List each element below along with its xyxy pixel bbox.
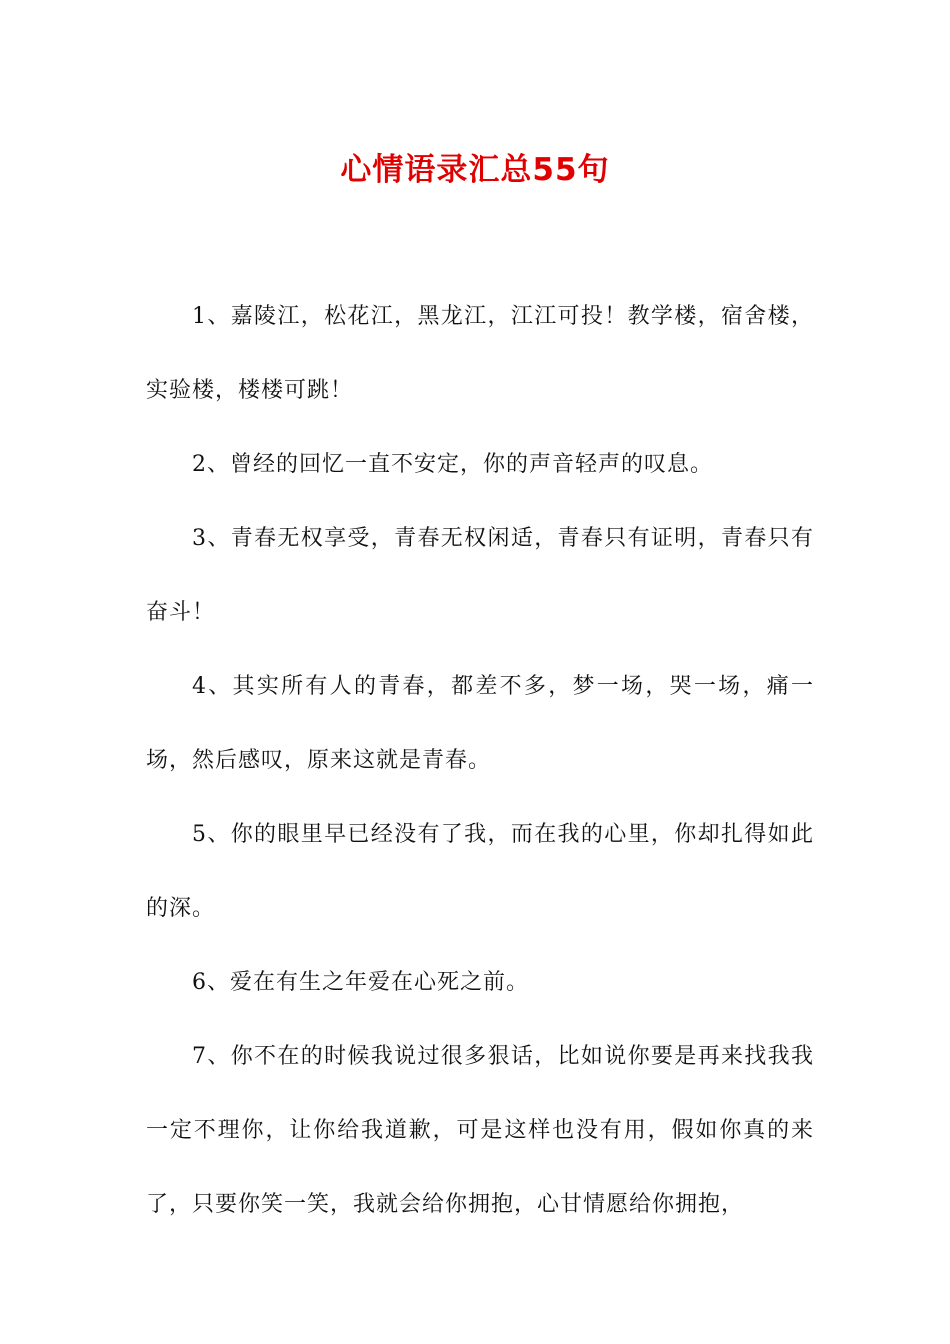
document-body (146, 280, 814, 1242)
document-title: 心情语录汇总55句 (340, 152, 610, 188)
paragraph-4: 4、其实所有人的青春，都差不多，梦一场，哭一场，痛一场，然后感叹，原来这就是青春。 (146, 674, 814, 773)
paragraph-5: 5、你的眼里早已经没有了我，而在我的心里，你却扎得如此的深。 (146, 822, 814, 921)
paragraph-3: 3、青春无权享受，青春无权闲适，青春只有证明，青春只有奋斗！ (146, 526, 814, 625)
paragraph-1: 1、嘉陵江，松花江，黑龙江，江江可投！教学楼，宿舍楼，实验楼，楼楼可跳！ (146, 304, 814, 403)
paragraph-6: 6、爱在有生之年爱在心死之前。 (192, 970, 529, 995)
paragraph-7: 7、你不在的时候我说过很多狠话，比如说你要是再来找我我一定不理你，让你给我道歉，可是这样也没有用，假如你真的来了，只要你笑一笑，我就会给你拥抱，心甘情愿给你拥抱， (146, 1044, 814, 1217)
paragraph-2: 2、曾经的回忆一直不安定，你的声音轻声的叹息。 (192, 452, 713, 477)
